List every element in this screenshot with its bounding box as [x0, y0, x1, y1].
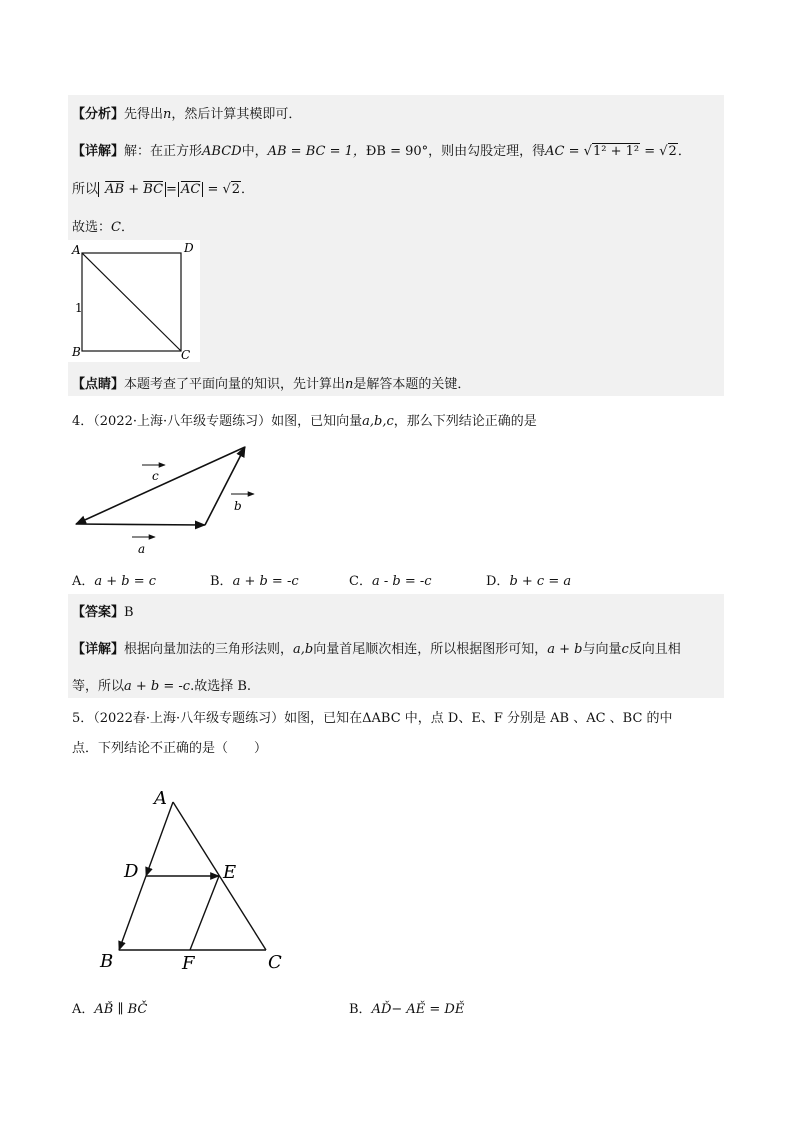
- q4-option-a-letter: A．: [72, 574, 95, 589]
- q4-option-c[interactable]: [349, 570, 432, 589]
- q4-detail-sum: a + b: [547, 642, 583, 657]
- q5-option-b-expr: AĎ− AĚ = DĚ: [371, 1002, 465, 1017]
- so-sqrt2: 2: [231, 182, 241, 197]
- detail-ac: AC =: [545, 144, 580, 159]
- vector-ad: [146, 802, 173, 876]
- detail-ab-bc: AB = BC = 1，: [267, 144, 366, 159]
- tri-label-e: E: [223, 862, 237, 883]
- analysis-tag: 【分析】: [72, 107, 125, 122]
- tri-label-a: A: [154, 788, 167, 809]
- q5-option-a[interactable]: [72, 998, 147, 1017]
- segment-fe: [190, 876, 219, 950]
- so-bc: $\overline{BC}$: [143, 182, 164, 197]
- q4-stem-b: ，那么下列结论正确的是: [393, 414, 537, 429]
- q4-detail-line-1: [72, 638, 681, 657]
- point-tag: 【点睛】: [72, 377, 125, 392]
- square-figure: [68, 240, 200, 362]
- detail-angle: ÐB = 90°，: [365, 144, 442, 159]
- q4-detail-tag: 【详解】: [72, 642, 125, 657]
- detail-text-c: 则由勾股定理，得: [441, 144, 546, 159]
- q4-detail-e: 等，所以: [72, 679, 125, 694]
- label-c: c: [152, 469, 159, 483]
- q4-answer-line: [72, 601, 134, 620]
- choice-letter: C: [111, 220, 121, 235]
- tri-label-b: B: [100, 951, 114, 972]
- q4-detail-line-2: [72, 675, 251, 694]
- detail-abcd: ABCD: [202, 144, 242, 159]
- q4-detail-eq: a + b = -c: [124, 679, 191, 694]
- q4-option-d-expr: b + c = a: [509, 574, 572, 589]
- q5-stem-b: 点．下列结论不正确的是（ ）: [72, 741, 268, 756]
- q4-option-a-expr: a + b = c: [94, 574, 157, 589]
- q5-option-b-letter: B．: [349, 1002, 372, 1017]
- q4-option-a[interactable]: [72, 570, 156, 589]
- label-a: a: [138, 542, 146, 556]
- q4-stem-vecs: a,b,c: [362, 414, 394, 429]
- q5-stem-a: 如图，已知在ΔABC 中，点 D、E、F 分别是 AB 、AC 、BC 的中: [284, 711, 673, 726]
- q5-number: 5．: [72, 711, 94, 726]
- q5-option-a-expr: AB̌ ∥ BČ: [94, 1002, 148, 1017]
- square-label-c: C: [181, 348, 191, 362]
- detail-tag: 【详解】: [72, 144, 125, 159]
- q4-answer: B: [124, 605, 134, 620]
- q4-source: （2022·上海·八年级专题练习）: [93, 414, 272, 429]
- so-eq: =: [166, 182, 177, 197]
- detail-eq2: =: [644, 144, 656, 159]
- choice-end: ．: [120, 220, 134, 235]
- q4-stem: [72, 410, 537, 429]
- q5-stem-line-1: [72, 707, 673, 726]
- square-label-side: 1: [75, 301, 83, 315]
- q5-option-b[interactable]: [349, 998, 464, 1017]
- so-ab: $\overline{AB}$: [105, 182, 125, 197]
- tri-label-d: D: [124, 861, 139, 882]
- triangle-figure: [90, 780, 300, 975]
- q5-option-a-letter: A．: [72, 1002, 95, 1017]
- q5-stem-line-2: [72, 737, 267, 756]
- q4-detail-ab: a,b: [293, 642, 314, 657]
- so-plus: +: [128, 182, 140, 197]
- point-text-a: 本题考查了平面向量的知识，先计算出: [124, 377, 346, 392]
- q4-detail-c: 与向量: [582, 642, 622, 657]
- so-ac: $\overline{AC}$: [180, 182, 201, 197]
- analysis-text-a: 先得出: [124, 107, 164, 122]
- square-label-d: D: [184, 241, 194, 255]
- vector-a-side: [76, 524, 205, 525]
- q4-number: 4．: [72, 414, 94, 429]
- point-line: [72, 373, 470, 392]
- vector-db: [119, 876, 146, 950]
- detail-sqrt2: 2: [668, 144, 677, 159]
- square-label-a: A: [72, 243, 81, 257]
- so-text: 所以: [72, 182, 99, 197]
- detail-text-b: 中，: [241, 144, 268, 159]
- detail-sqrt-expr: 1² + 1²: [592, 144, 640, 159]
- q4-option-c-expr: a - b = -c: [371, 574, 432, 589]
- so-eq2: =: [207, 182, 219, 197]
- q4-option-b-letter: B．: [210, 574, 233, 589]
- detail-line: 【详解】解：在正方形ABCD中，AB = BC = 1，ÐB = 90°，则由勾股定理，得AC = √1² + 1² = √2．: [72, 144, 691, 159]
- q4-stem-a: 如图，已知向量: [271, 414, 363, 429]
- choice-line: [72, 216, 134, 235]
- label-b: b: [234, 499, 242, 513]
- vector-c-side: [76, 447, 245, 524]
- so-line: 所以 $\overline{AB} + \overline{BC} = \overline{AC} = √2$．: [72, 182, 255, 197]
- analysis-text-b: ，然后计算其模即可．: [171, 107, 302, 122]
- vector-triangle-figure: [68, 440, 268, 560]
- q4-answer-tag: 【答案】: [72, 605, 125, 620]
- tri-label-f: F: [182, 953, 195, 974]
- point-symbol: n: [345, 377, 354, 392]
- q5-source: （2022春·上海·八年级专题练习）: [93, 711, 285, 726]
- point-text-b: 是解答本题的关键．: [353, 377, 471, 392]
- square-label-b: B: [72, 345, 81, 359]
- q4-detail-f: .故选择 B.: [190, 679, 252, 694]
- analysis-symbol: n: [163, 107, 172, 122]
- q4-detail-cv: c: [621, 642, 629, 657]
- q4-option-b[interactable]: [210, 570, 299, 589]
- q4-detail-b: 向量首尾顺次相连，所以根据图形可知，: [313, 642, 548, 657]
- tri-label-c: C: [268, 952, 282, 973]
- analysis-line: [72, 103, 301, 122]
- q4-option-d[interactable]: [486, 570, 571, 589]
- detail-text-a: 解：在正方形: [124, 144, 203, 159]
- q4-detail-a: 根据向量加法的三角形法则，: [124, 642, 294, 657]
- so-end: ．: [241, 182, 255, 197]
- choice-text: 故选：: [72, 220, 112, 235]
- q4-option-b-expr: a + b = -c: [232, 574, 299, 589]
- q4-option-d-letter: D．: [486, 574, 510, 589]
- q4-detail-d: 反向且相: [628, 642, 681, 657]
- vector-b-side: [205, 447, 245, 525]
- q4-option-c-letter: C．: [349, 574, 372, 589]
- detail-end: ．: [677, 144, 691, 159]
